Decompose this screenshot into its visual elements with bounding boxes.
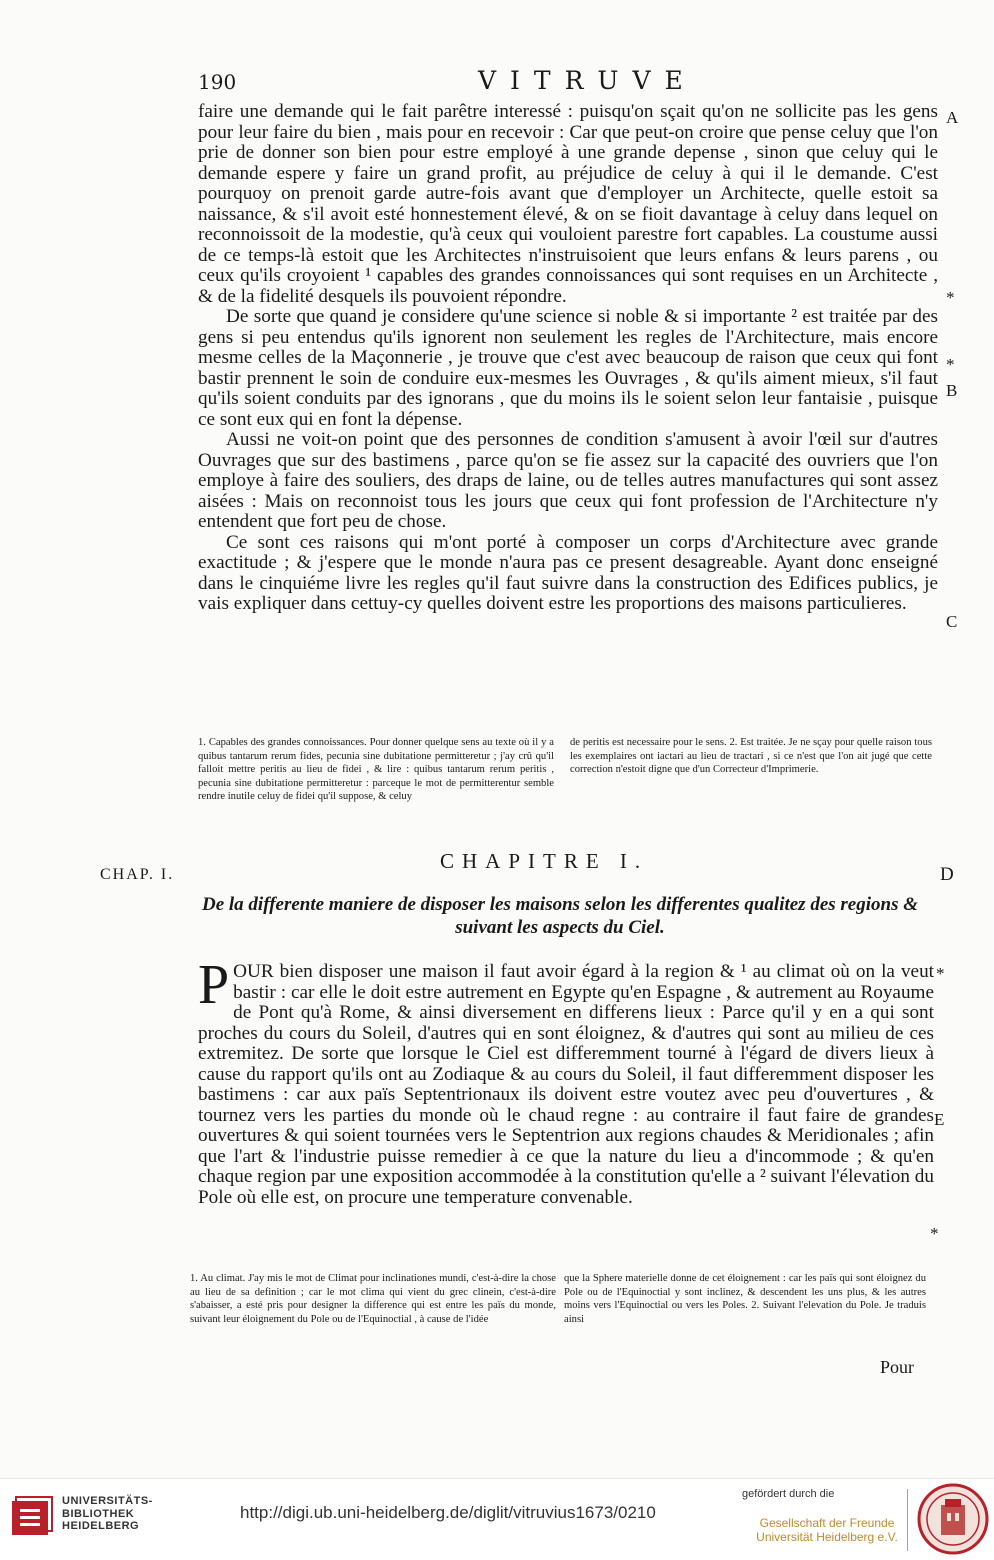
page-number: 190 [198,70,237,94]
margin-star: * [936,964,945,983]
margin-letter-a: A [946,108,959,127]
running-title: VITRUVE [478,66,697,95]
footnote-left: 1. Au climat. J'ay mis le mot de Climat pour inclinationes mundi, c'est-à-dire la chose au lieu de sa definition ; car le mot clima qui vient du grec clinein, c'est-à-dire s'abaisser, a esté pris pour designer la difference qui est entre les païs du monde, suivant leur éloignement du Pole ou de l'Equinoctial , à cause de l'idée [190,1273,556,1325]
chapter-subtitle: De la differente maniere de disposer les maisons selon les differentes qualitez des regions & suivant les aspects du Ciel. [202,894,918,938]
footnote-left: 1. Capables des grandes connoissances. Pour donner quelque sens au texte où il y a quibus tantarum rerum fides, pecunia sine dubitatione permitteretur ; j'ay crû qu'il falloit mettre peritis au lieu de fidei , & lire : quibus tantarum rerum peritis , pecunia sine dubitatione permitteretur : parceque le mot de permitterentur semble rendre inutile celuy de fidei qu'il suppose, & celuy [198,737,554,803]
footnote-right: que la Sphere materielle donne de cet éloignement : car les païs qui sont éloignez du Pole ou de l'Equinoctial y sont inclinez, & descendent les uns plus, & les autres moins vers l'Equinoctial ou vers les Poles. 2. Suivant l'elevation du Pole. Je traduis ainsi [564,1273,926,1325]
catchword: Pour [880,1357,915,1377]
paragraph: faire une demande qui le fait parêtre interessé : puisqu'on sçait qu'on ne sollicite pas les gens pour leur faire du bien , mais pour en recevoir : Car que peut-on croire que pense celuy que l'on prie de donner son bien pour estre employé à une grande depense , sinon que celuy qui le demande espere y faire un grand profit, au préjudice de celuy à qui il le demande. C'est pourquoy on prenoit garde autre-fois avant que d'employer un Architecte, quelle estoit sa naissance, & s'il avoit esté honnestement élevé, & on se fioit davantage à celuy dans lequel on reconnoissoit de la modestie, qu'à ceux qui vouloient parestre fort capables. La coustume aussi de ce temps-là estoit que les Architectes n'instruisoient que leurs enfans & leurs parens , ou ceux qu'ils croyoient ¹ capables des grandes connoissances qui sont requises en un Architecte , & de la fidelité desquels ils pouvoient répondre. [198,101,938,307]
margin-letter-c: C [946,612,958,631]
divider [907,1489,908,1551]
library-logo-icon [10,1493,54,1545]
library-name: UNIVERSITÄTS- BIBLIOTHEK HEIDELBERG [62,1495,153,1532]
margin-star: * [946,355,955,374]
paragraph: Aussi ne voit-on point que des personnes de condition s'amusent à avoir l'œil sur d'autres Ouvrages que sur des bastimens , parce qu'on se fie assez sur la capacité des ouvriers que l'on employe à faire des souliers, des draps de laine, ou de telles autres manufactures qui sont assez aisées : Mais on reconnoist tous les jours que ceux qui font profession de l'Architecture n'y entendent que fort peu de chose. [198,429,938,532]
sponsor-label: gefördert durch die [742,1488,835,1500]
chapter-label: CHAP. I. [100,866,175,883]
paragraph: Ce sont ces raisons qui m'ont porté à composer un corps d'Architecture avec grande exactitude ; & j'espere que le monde n'aura pas ce present desagreable. Ayant donc enseigné dans le cinquiéme livre les regles qu'il faut suivre dans la construction des Edifices publics, je vais expliquer dans cettuy-cy quelles doivent estre les proportions des maisons particulieres. [198,531,938,614]
margin-letter-d: D [940,864,954,885]
margin-star: * [930,1224,939,1243]
section2-text [198,954,934,1208]
page-url-link[interactable]: http://digi.ub.uni-heidelberg.de/diglit/vitruvius1673/0210 [240,1503,656,1522]
drop-cap: P [198,954,230,1016]
chapter-title: CHAPITRE I. [440,849,649,873]
margin-letter-e: E [934,1110,945,1129]
section1-text [198,102,938,615]
sponsor-name: Gesellschaft der Freunde Universität Heidelberg e.V. [756,1516,898,1544]
margin-letter-b: B [946,381,958,400]
paragraph: OUR bien disposer une maison il faut avoir égard à la region & ¹ au climat où on la veut bastir : car elle le doit estre autrement en Egypte qu'en Espagne , & autrement au Royaume de Pont qu'à Rome, & ainsi diversement en differens lieux : Parce qu'il y en a qui sont proches du cours du Soleil, d'autres qui en sont éloignez, & d'autres qui sont au milieu de ces extremitez. De sorte que lorsque le Ciel est differemment tourné à l'égard de divers lieux à cause du rapport qu'ils ont au Zodiaque & au cours du Soleil, il faut differemment disposer les bastimens : car aux païs Septentrionaux ils doivent estre voutez avec peu d'ouvertures , & tournez vers les parties du monde où le chaud regne : au contraire il faut faire de grandes ouvertures & qui soient tournées vers le Septentrion aux regions chaudes & Meridionales ; afin que l'art & l'industrie puisse remedier à ce que la nature du lieu a d'incommode ; & qu'en chaque region par une exposition accommodée à la constitution qu'elle a ² suivant l'élevation du Pole où elle est, on procure une temperature convenable. [198,961,934,1208]
footnote-right: de peritis est necessaire pour le sens. 2. Est traitée. Je ne sçay pour quelle raison tous les exemplaires ont iactari au lieu de tractari , si ce n'est que l'on ait jugé que cette correction n'estoit digne que d'un Correcteur d'Imprimerie. [570,737,932,776]
paragraph: De sorte que quand je considere qu'une science si noble & si importante ² est traitée par des gens si peu entendus qu'ils ignorent non seulement les regles de l'Architecture, mais encore mesme celles de la Maçonnerie , je trouve que c'est avec beaucoup de raison que ceux qui font bastir prennent le soin de conduire eux-mesmes les Ouvrages , & qu'ils aiment mieux, s'il faut qu'ils soient conduits par des ignorans , que du moins ils le soient selon leur fantaisie , puisque ce sont eux qui en font la dépense. [198,306,938,430]
margin-star: * [946,288,955,307]
footer-bar [0,1478,994,1560]
university-seal-icon [917,1483,989,1559]
